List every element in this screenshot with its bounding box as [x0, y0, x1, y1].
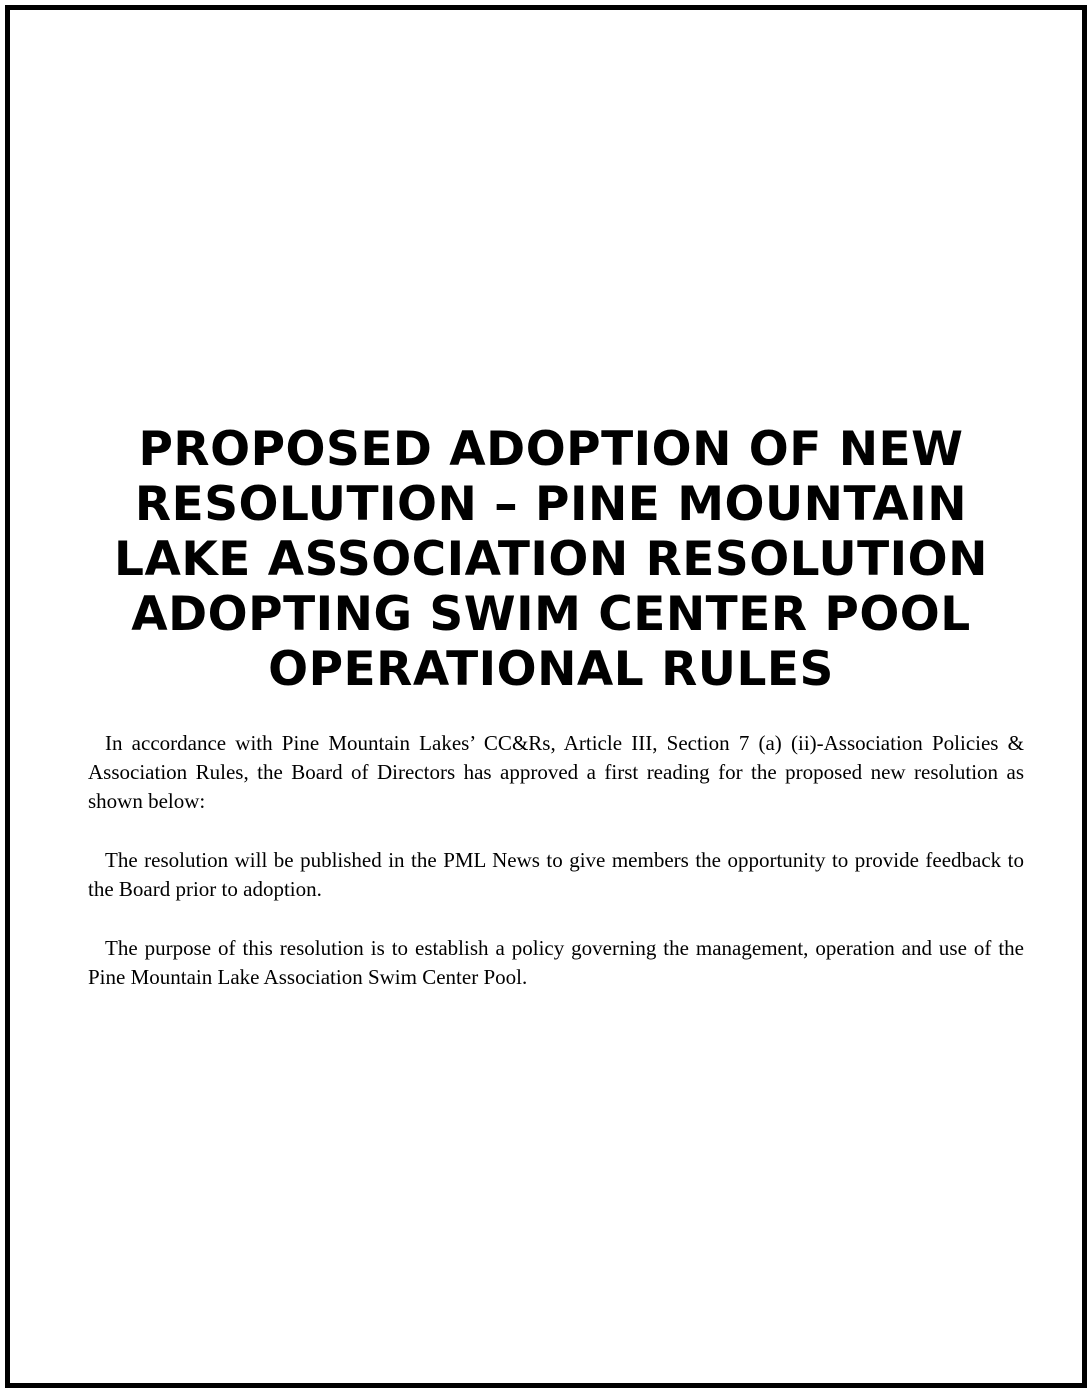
page-frame	[5, 5, 1087, 1388]
title-line: LAKE ASSOCIATION RESOLUTION	[114, 532, 988, 587]
title-line: OPERATIONAL RULES	[268, 642, 834, 697]
title-line: RESOLUTION – PINE MOUNTAIN	[134, 477, 968, 532]
intro-paragraph: In accordance with Pine Mountain Lakes’ CC&Rs, Article III, Section 7 (a) (ii)-Association Policies & Association Rules, the Board of Directors has approved a first reading for the proposed new resolution as shown below:	[88, 731, 1024, 813]
purpose-paragraph: The purpose of this resolution is to establish a policy governing the management, operation and use of the Pine Mountain Lake Association Swim Center Pool.	[88, 936, 1024, 989]
document-body	[88, 729, 1024, 992]
document-title	[10, 422, 1092, 697]
publication-paragraph: The resolution will be published in the PML News to give members the opportunity to provide feedback to the Board prior to adoption.	[88, 848, 1024, 901]
title-line: ADOPTING SWIM CENTER POOL	[131, 587, 971, 642]
title-line: PROPOSED ADOPTION OF NEW	[138, 422, 964, 477]
